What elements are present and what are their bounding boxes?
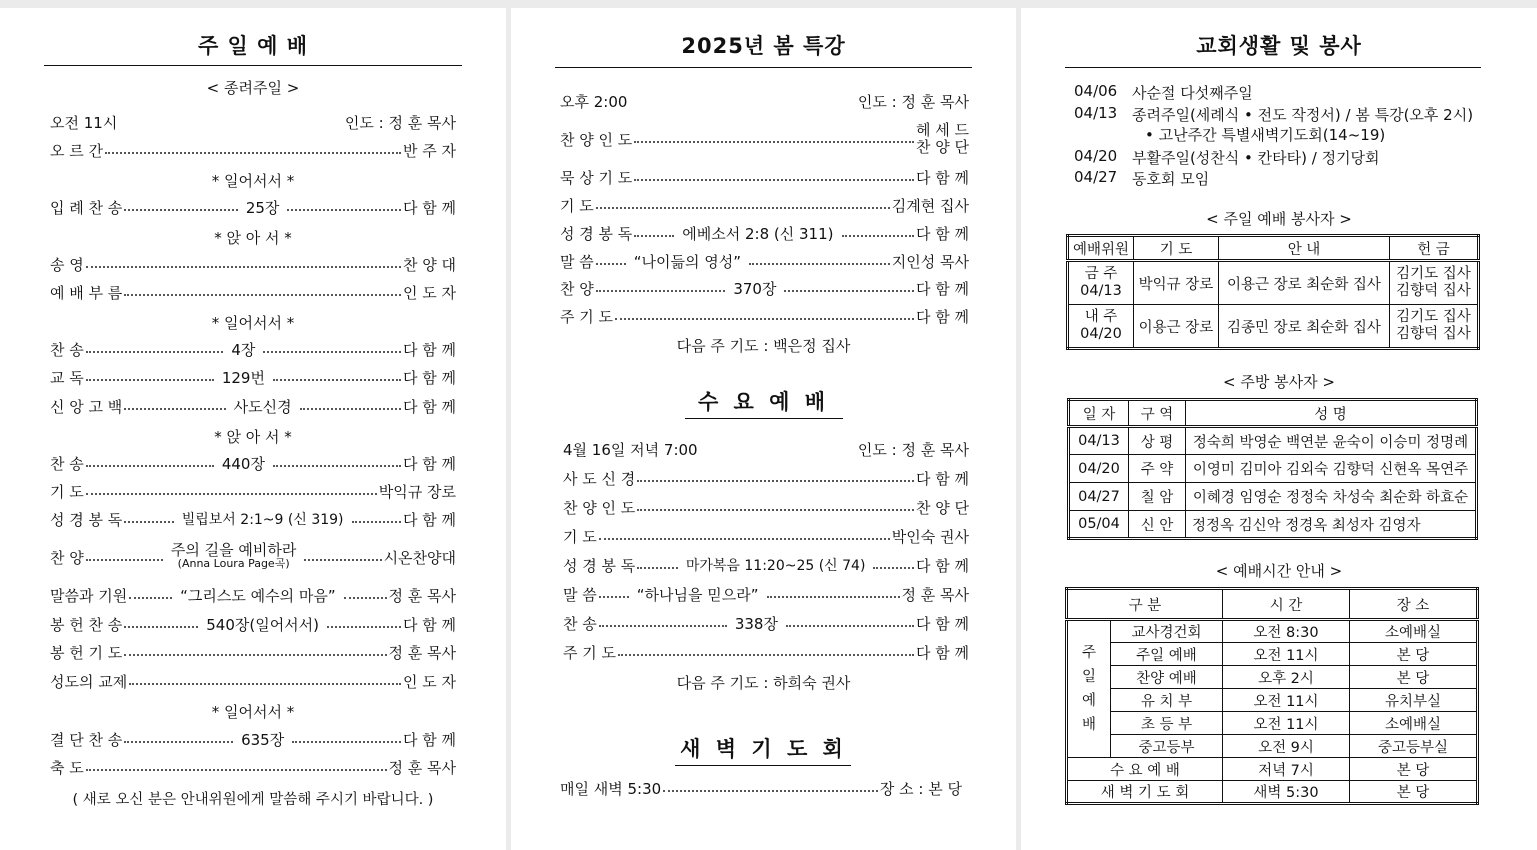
dot-leader xyxy=(124,209,238,211)
table-cell: 이용근 장로 최순화 집사 xyxy=(1219,261,1390,305)
item-person: 정 훈 목사 xyxy=(388,758,456,777)
item-label: 말씀과 기원 xyxy=(50,586,128,605)
item-label: 주 기 도 xyxy=(563,643,617,662)
worship-servers-table xyxy=(1066,234,1480,350)
item-label: 신 앙 고 백 xyxy=(50,397,123,416)
item-person: 김계현 집사 xyxy=(891,196,969,215)
dot-leader xyxy=(599,596,629,598)
item-detail: 사도신경 xyxy=(233,397,292,416)
table-cell: 김기도 집사 xyxy=(1396,266,1471,282)
sunday-group-cell xyxy=(1067,620,1111,758)
table-row xyxy=(1069,483,1477,511)
wednesday-next-prayer: 다음 주 기도 : 하희숙 권사 xyxy=(676,674,851,692)
table-cell: 오전 9시 xyxy=(1223,735,1350,758)
item-label: 찬 양 인 도 xyxy=(563,498,636,517)
item-label: 찬 양 xyxy=(50,548,84,567)
item-label: 예 배 부 름 xyxy=(50,283,123,302)
table-cell: 본 당 xyxy=(1350,781,1478,804)
table-cell: 성 명 xyxy=(1186,400,1477,427)
item-label: 성 경 봉 독 xyxy=(560,224,633,243)
next-week-prayer: 다음 주 기도 : 백은정 집사 xyxy=(676,337,851,355)
table-cell: 칠 암 xyxy=(1129,483,1186,511)
dot-leader xyxy=(784,290,914,292)
order-item xyxy=(563,583,969,605)
table-cell: 이용근 장로 xyxy=(1134,305,1219,349)
item-person: 다 함 께 xyxy=(916,279,970,298)
wednesday-time: 4월 16일 저녁 7:00 xyxy=(563,440,698,459)
table-cell: 상 평 xyxy=(1129,427,1186,455)
item-detail: “나이듦의 영성” xyxy=(633,252,742,271)
table-cell: 수 요 예 배 xyxy=(1067,758,1223,781)
table-cell: 05/04 xyxy=(1069,511,1129,539)
church-life-panel xyxy=(1021,8,1537,850)
sunday-time: 오전 11시 xyxy=(50,113,118,132)
item-person: 다 함 께 xyxy=(403,454,457,473)
item-person: 반 주 자 xyxy=(402,141,456,160)
item-label: 봉 헌 찬 송 xyxy=(50,615,123,634)
table-cell: 예배위원 xyxy=(1068,236,1134,261)
order-item xyxy=(50,641,456,663)
order-item xyxy=(50,756,456,778)
schedule-date: 04/13 xyxy=(1074,104,1118,122)
item-person: 다 함 께 xyxy=(402,340,456,359)
item-person: 인 도 자 xyxy=(402,672,456,691)
item-person: 찬 양 대 xyxy=(402,255,456,274)
item-person: 다 함 께 xyxy=(403,615,457,634)
item-label: 축 도 xyxy=(50,758,84,777)
item-person: 다 함 께 xyxy=(403,198,457,217)
dawn-rule xyxy=(675,765,851,766)
item-person: 다 함 께 xyxy=(915,307,969,326)
dot-leader xyxy=(300,408,401,410)
table-cell: 기 도 xyxy=(1134,236,1219,261)
table-cell: 김종민 장로 최순화 집사 xyxy=(1219,305,1390,349)
stand-note: * 일어서서 * xyxy=(211,703,295,721)
table-cell: 오후 2시 xyxy=(1223,666,1350,689)
dot-leader xyxy=(304,559,381,561)
item-person: 장 소 : 본 당 xyxy=(879,779,962,798)
item-detail: 129번 xyxy=(221,368,265,387)
title-rule xyxy=(1065,67,1481,68)
table-cell: 소예배실 xyxy=(1350,712,1478,735)
item-label: 기 도 xyxy=(563,527,597,546)
dot-leader xyxy=(596,290,726,292)
dot-leader xyxy=(86,769,387,771)
item-person: 찬 양 단 xyxy=(915,498,969,517)
order-item xyxy=(50,452,456,474)
order-item xyxy=(50,480,456,502)
dot-leader xyxy=(637,509,914,511)
order-item xyxy=(560,166,969,188)
item-label: 찬 송 xyxy=(50,454,84,473)
item-person: 정 훈 목사 xyxy=(901,585,969,604)
table-cell: 내 주 xyxy=(1084,309,1118,325)
item-label: 기 도 xyxy=(560,196,594,215)
item-detail: “그리스도 예수의 마음” xyxy=(180,586,336,605)
table-row xyxy=(1067,712,1478,735)
schedule-text: 사순절 다섯째주일 xyxy=(1132,84,1253,102)
table-cell: 이영미 김미아 김외숙 김향덕 신현옥 목연주 xyxy=(1186,455,1477,483)
table-row xyxy=(1067,643,1478,666)
table-cell: 본 당 xyxy=(1350,643,1478,666)
dot-leader xyxy=(292,741,401,743)
item-person: 다 함 께 xyxy=(916,614,970,633)
church-life-title: 교회생활 및 봉사 xyxy=(1196,34,1362,58)
table-cell: 04/20 xyxy=(1080,326,1122,342)
schedule-text: 종려주일(세례식 • 전도 작정서) / 봄 특강(오후 2시) xyxy=(1132,106,1474,124)
dot-leader xyxy=(86,379,214,381)
table-row xyxy=(1067,781,1478,804)
dot-leader xyxy=(86,465,214,467)
dot-leader xyxy=(86,559,163,561)
stand-note: * 일어서서 * xyxy=(211,172,295,190)
table-cell: 주일예배 xyxy=(1081,645,1096,733)
table-cell: 본 당 xyxy=(1350,758,1478,781)
item-person: 박인숙 권사 xyxy=(891,527,969,546)
lecture-time-row xyxy=(560,90,969,112)
item-detail: 4장 xyxy=(231,340,256,359)
item-person: 다 함 께 xyxy=(402,730,456,749)
dawn-prayer-row xyxy=(560,777,962,799)
item-label: 말 씀 xyxy=(560,252,594,271)
order-item xyxy=(50,395,456,417)
wednesday-leader: 인도 : 정 훈 목사 xyxy=(857,440,969,459)
table-cell: 구 분 xyxy=(1067,589,1223,620)
table-cell: 본 당 xyxy=(1350,666,1478,689)
table-cell: 04/13 xyxy=(1080,283,1122,299)
item-detail: 338장 xyxy=(734,614,778,633)
item-label: 봉 헌 기 도 xyxy=(50,643,123,662)
dot-leader xyxy=(287,209,401,211)
item-label: 오 르 간 xyxy=(50,141,104,160)
sunday-subtitle: < 종려주일 > xyxy=(206,79,300,97)
item-person: 지인성 목사 xyxy=(891,252,969,271)
table-cell: 유치부실 xyxy=(1350,689,1478,712)
order-item xyxy=(560,121,969,157)
table-row xyxy=(1067,666,1478,689)
table-cell: 04/27 xyxy=(1069,483,1129,511)
dot-leader xyxy=(263,351,401,353)
dot-leader xyxy=(124,521,173,523)
item-person: 다 함 께 xyxy=(915,643,969,662)
dot-leader xyxy=(634,235,674,237)
item-detail: 25장 xyxy=(245,198,280,217)
table-cell: 신 안 xyxy=(1129,511,1186,539)
table-cell: 안 내 xyxy=(1219,236,1390,261)
sit-note: * 앉 아 서 * xyxy=(214,428,292,446)
table-row xyxy=(1067,689,1478,712)
table-cell: 헌 금 xyxy=(1390,236,1479,261)
item-label: 주 기 도 xyxy=(560,307,614,326)
item-label: 찬 송 xyxy=(50,340,84,359)
table-cell: 새벽 5:30 xyxy=(1223,781,1350,804)
table-cell xyxy=(1068,261,1134,305)
order-item xyxy=(50,366,456,388)
order-item xyxy=(50,670,456,692)
table-cell: 김기도 집사 xyxy=(1396,309,1471,325)
schedule-text: 부활주일(성찬식 • 칸타타) / 정기당회 xyxy=(1132,149,1380,167)
sit-note: * 앉 아 서 * xyxy=(214,229,292,247)
table-cell: 04/20 xyxy=(1069,455,1129,483)
order-item xyxy=(560,250,969,272)
item-detail: 빌립보서 2:1~9 (신 319) xyxy=(181,512,344,528)
dot-leader xyxy=(596,207,890,209)
item-label: 매일 새벽 5:30 xyxy=(560,779,662,798)
item-person: 다 함 께 xyxy=(915,168,969,187)
order-item xyxy=(50,139,456,161)
sunday-time-row xyxy=(50,111,456,133)
title-rule xyxy=(44,65,462,66)
order-item xyxy=(50,508,456,530)
table-cell: 주 약 xyxy=(1129,455,1186,483)
table-row xyxy=(1069,427,1477,455)
sunday-leader: 인도 : 정 훈 목사 xyxy=(344,113,456,132)
item-person: 정 훈 목사 xyxy=(388,586,456,605)
sunday-worship-panel xyxy=(0,8,506,850)
item-label: 교 독 xyxy=(50,368,84,387)
item-label: 결 단 찬 송 xyxy=(50,730,123,749)
table-cell: 정숙희 박영순 백연분 윤숙이 이승미 정명례 xyxy=(1186,427,1477,455)
table-cell: 일 자 xyxy=(1069,400,1129,427)
order-item xyxy=(50,584,456,606)
order-item xyxy=(50,253,456,275)
item-detail: 마가복음 11:20~25 (신 74) xyxy=(685,558,866,574)
item-label: 성 경 봉 독 xyxy=(50,510,123,529)
order-item xyxy=(50,196,456,218)
dot-leader xyxy=(129,597,172,599)
dot-leader xyxy=(124,294,401,296)
table-cell: 이혜경 임영순 정정숙 차성숙 최순화 하효순 xyxy=(1186,483,1477,511)
dot-leader xyxy=(599,538,890,540)
kitchen-title: < 주방 봉사자 > xyxy=(1223,373,1335,391)
order-item xyxy=(50,728,456,750)
item-label: 성도의 교제 xyxy=(50,672,128,691)
dot-leader xyxy=(327,626,401,628)
table-row xyxy=(1069,455,1477,483)
item-person: 정 훈 목사 xyxy=(388,643,456,662)
table-cell: 유 치 부 xyxy=(1111,689,1223,712)
dot-leader xyxy=(767,596,900,598)
order-item xyxy=(560,305,969,327)
item-label: 찬 양 xyxy=(560,279,594,298)
table-cell: 초 등 부 xyxy=(1111,712,1223,735)
table-row xyxy=(1068,261,1479,305)
table-cell: 정정옥 김신악 정경옥 최성자 김영자 xyxy=(1186,511,1477,539)
dot-leader xyxy=(842,235,914,237)
item-detail: 에베소서 2:8 (신 311) xyxy=(682,224,834,243)
table-cell: 소예배실 xyxy=(1350,620,1478,643)
dot-leader xyxy=(124,626,198,628)
dot-leader xyxy=(352,521,401,523)
table-cell: 장 소 xyxy=(1350,589,1478,620)
item-detail: 635장 xyxy=(241,730,285,749)
times-title: < 예배시간 안내 > xyxy=(1215,562,1343,580)
kitchen-servers-table xyxy=(1067,398,1478,540)
table-cell: 오전 8:30 xyxy=(1223,620,1350,643)
dot-leader xyxy=(749,263,890,265)
worship-times-table xyxy=(1065,587,1479,805)
lecture-leader: 인도 : 정 훈 목사 xyxy=(857,92,969,111)
table-cell: 오전 11시 xyxy=(1223,689,1350,712)
item-person: 다 함 께 xyxy=(402,397,456,416)
dawn-prayer-title: 새 벽 기 도 회 xyxy=(680,737,847,761)
order-item xyxy=(563,612,969,634)
item-person: 헤 세 드 찬 양 단 xyxy=(915,121,969,156)
item-label: 송 영 xyxy=(50,255,84,274)
dot-leader xyxy=(663,790,878,792)
order-item xyxy=(50,338,456,360)
item-label: 사 도 신 경 xyxy=(563,469,636,488)
item-person: 다 함 께 xyxy=(403,510,457,529)
schedule-text: 동호회 모임 xyxy=(1132,170,1210,188)
table-row xyxy=(1068,305,1479,349)
table-cell: 오전 11시 xyxy=(1223,712,1350,735)
item-detail: 440장 xyxy=(221,454,265,473)
dot-leader xyxy=(618,654,914,656)
item-person: 다 함 께 xyxy=(915,469,969,488)
item-person: 박익규 장로 xyxy=(378,482,456,501)
table-cell xyxy=(1068,305,1134,349)
dot-leader xyxy=(86,266,401,268)
dot-leader xyxy=(637,480,914,482)
item-detail: 370장 xyxy=(733,279,777,298)
schedule-date: 04/20 xyxy=(1074,147,1118,165)
order-item xyxy=(563,641,969,663)
sunday-worship-title: 주 일 예 배 xyxy=(197,34,309,58)
dot-leader xyxy=(273,379,401,381)
order-item xyxy=(50,542,456,572)
item-detail: “하나님을 믿으라” xyxy=(636,585,759,604)
order-item xyxy=(50,613,456,635)
item-label: 성 경 봉 독 xyxy=(563,556,636,575)
wednesday-title: 수 요 예 배 xyxy=(697,390,830,414)
table-cell: 새 벽 기 도 회 xyxy=(1067,781,1223,804)
order-item xyxy=(563,525,969,547)
spring-lecture-panel xyxy=(511,8,1016,850)
table-cell: 시 간 xyxy=(1223,589,1350,620)
order-item xyxy=(563,467,969,489)
dot-leader xyxy=(129,683,401,685)
dot-leader xyxy=(634,141,914,143)
wednesday-rule xyxy=(685,418,843,419)
dot-leader xyxy=(86,493,377,495)
lecture-time: 오후 2:00 xyxy=(560,92,628,111)
item-person: 인 도 자 xyxy=(402,283,456,302)
order-item xyxy=(560,277,969,299)
table-cell: 김향덕 집사 xyxy=(1396,283,1471,299)
dot-leader xyxy=(634,179,914,181)
table-cell: 04/13 xyxy=(1069,427,1129,455)
order-item xyxy=(563,496,969,518)
order-item xyxy=(560,194,969,216)
order-item xyxy=(560,222,969,244)
item-person: 다 함 께 xyxy=(403,368,457,387)
wednesday-time-row xyxy=(563,438,969,460)
table-row xyxy=(1069,511,1477,539)
dot-leader xyxy=(873,567,914,569)
order-item xyxy=(563,554,969,576)
servers-title: < 주일 예배 봉사자 > xyxy=(1206,210,1352,228)
table-cell: 중고등부실 xyxy=(1350,735,1478,758)
stand-note: * 일어서서 * xyxy=(211,314,295,332)
dot-leader xyxy=(596,263,626,265)
table-cell: 구 역 xyxy=(1129,400,1186,427)
newcomer-footer: ( 새로 오신 분은 안내위원에게 말씀해 주시기 바랍니다. ) xyxy=(72,792,434,808)
table-cell: 저녁 7시 xyxy=(1223,758,1350,781)
dot-leader xyxy=(786,625,914,627)
dot-leader xyxy=(615,318,914,320)
item-label: 묵 상 기 도 xyxy=(560,168,633,187)
item-label: 말 씀 xyxy=(563,585,597,604)
table-cell: 교사경건회 xyxy=(1111,620,1223,643)
title-rule xyxy=(555,67,972,68)
table-cell xyxy=(1390,261,1479,305)
schedule-date: 04/06 xyxy=(1074,82,1118,100)
table-cell: 박익규 장로 xyxy=(1134,261,1219,305)
table-cell: 김향덕 집사 xyxy=(1396,326,1471,342)
item-label: 찬 양 인 도 xyxy=(560,130,633,149)
table-cell: 찬양 예배 xyxy=(1111,666,1223,689)
item-person: 시온찬양대 xyxy=(383,548,457,567)
item-label: 입 례 찬 송 xyxy=(50,198,123,217)
spring-lecture-title: 2025년 봄 특강 xyxy=(681,34,846,58)
dot-leader xyxy=(344,597,387,599)
dot-leader xyxy=(124,654,386,656)
dot-leader xyxy=(86,351,224,353)
item-person: 다 함 께 xyxy=(916,556,970,575)
table-row xyxy=(1067,620,1478,643)
table-row xyxy=(1067,758,1478,781)
table-row xyxy=(1067,735,1478,758)
table-cell: 중고등부 xyxy=(1111,735,1223,758)
dot-leader xyxy=(124,408,225,410)
table-cell: 주일 예배 xyxy=(1111,643,1223,666)
item-label: 기 도 xyxy=(50,482,84,501)
dot-leader xyxy=(599,625,727,627)
table-cell: 오전 11시 xyxy=(1223,643,1350,666)
schedule-date: 04/27 xyxy=(1074,168,1118,186)
item-label: 찬 송 xyxy=(563,614,597,633)
dot-leader xyxy=(105,152,401,154)
schedule-text: • 고난주간 특별새벽기도회(14~19) xyxy=(1145,126,1386,144)
dot-leader xyxy=(637,567,678,569)
item-detail: 주의 길을 예비하라 (Anna Loura Page곡) xyxy=(170,541,297,570)
order-item xyxy=(50,281,456,303)
item-detail: 540장(일어서서) xyxy=(206,615,320,634)
dot-leader xyxy=(124,741,233,743)
table-cell: 금 주 xyxy=(1084,266,1118,282)
item-person: 다 함 께 xyxy=(915,224,969,243)
dot-leader xyxy=(273,465,401,467)
table-cell xyxy=(1390,305,1479,349)
